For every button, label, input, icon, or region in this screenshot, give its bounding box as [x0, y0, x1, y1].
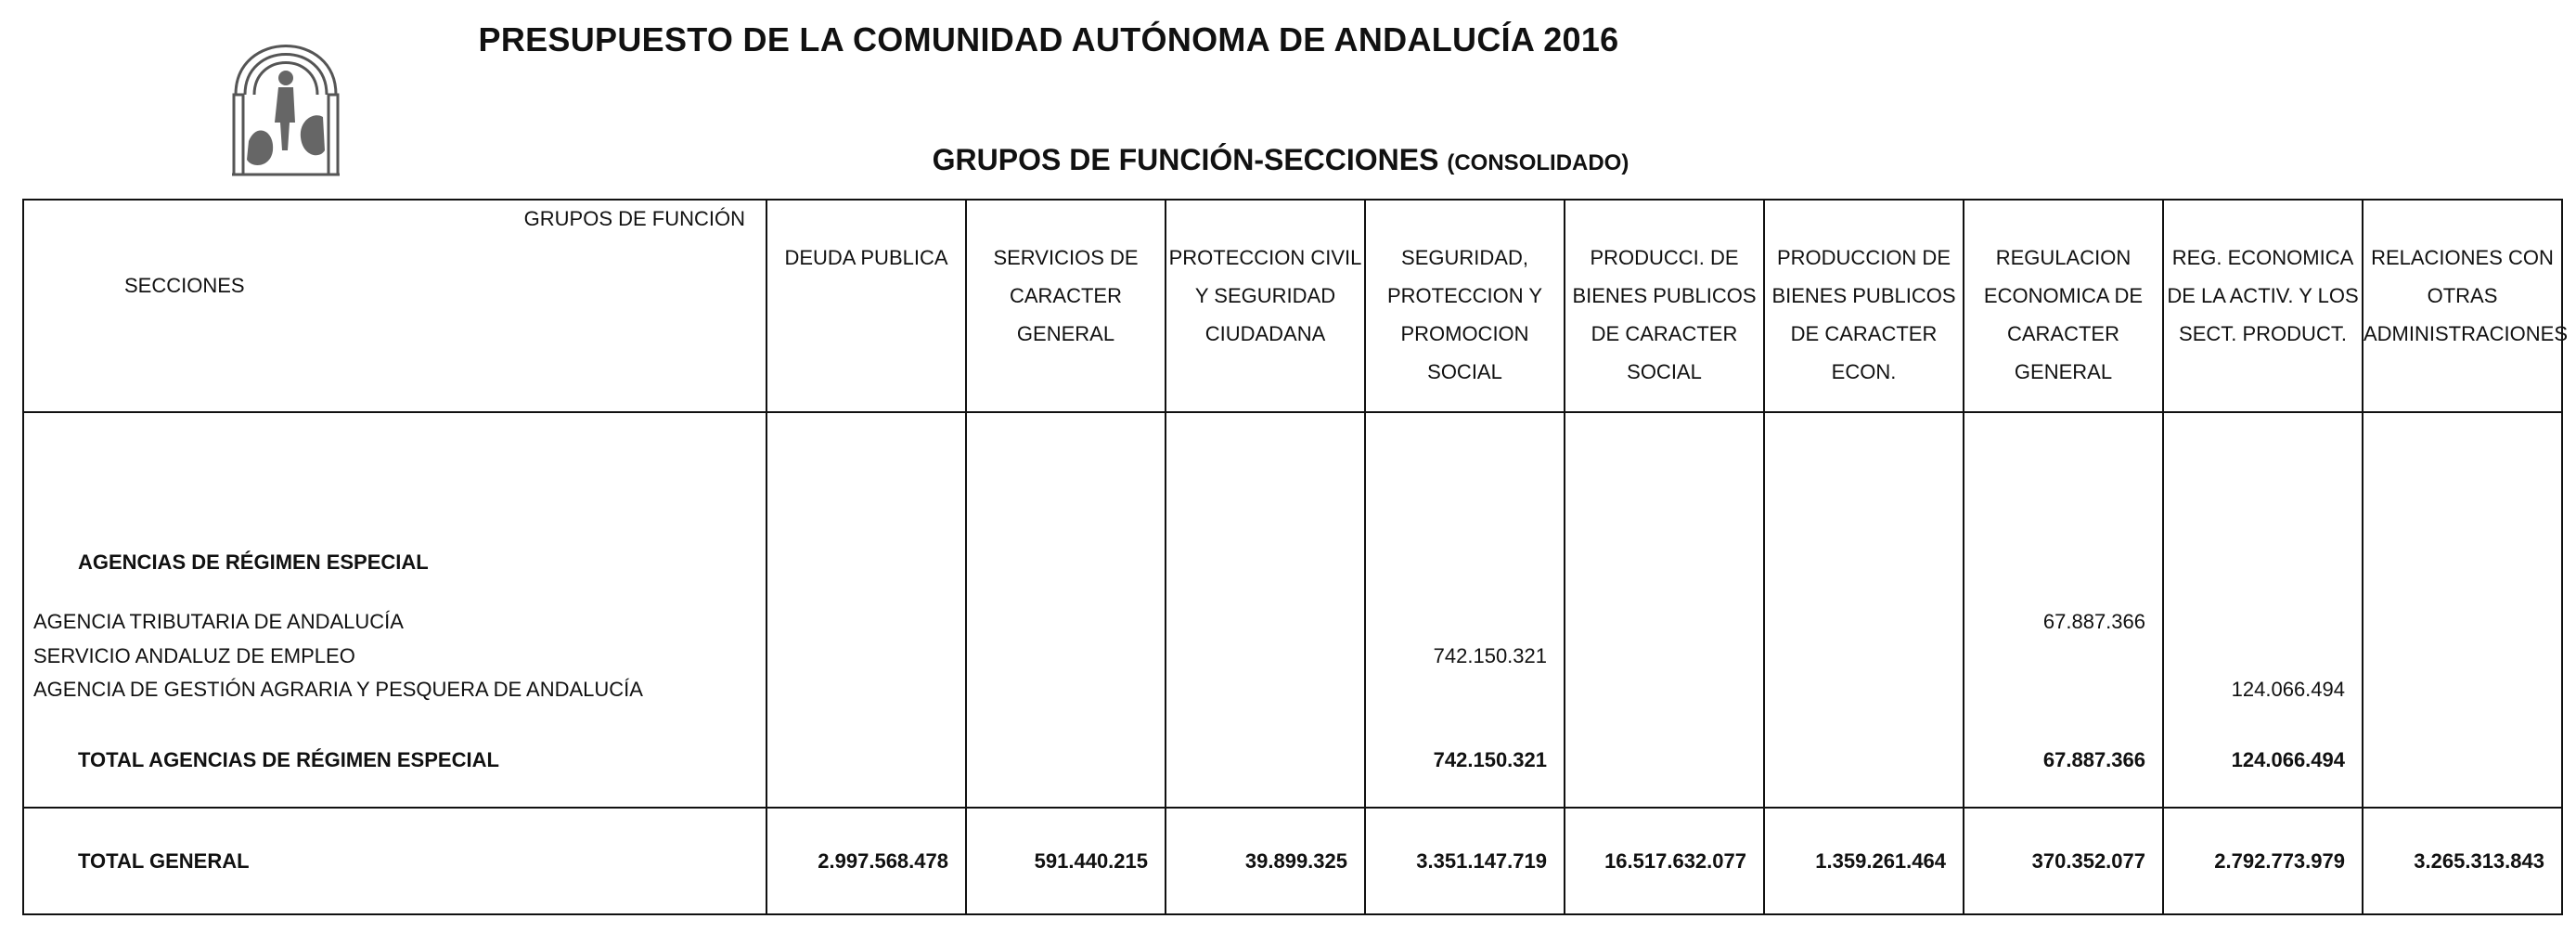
column-header-label: PRODUCCI. DE BIENES PUBLICOS DE CARACTER SOCIAL [1572, 246, 1757, 383]
column-header-label: REG. ECONOMICA DE LA ACTIV. Y LOS SECT. PRODUCT. [2167, 246, 2359, 345]
group-total-value: 124.066.494 [2231, 748, 2345, 771]
grand-total-value: 1.359.261.464 [1764, 808, 1964, 914]
value-column-cell [2363, 412, 2562, 808]
row-name: AGENCIA DE GESTIÓN AGRARIA Y PESQUERA DE ANDALUCÍA [33, 678, 643, 701]
column-header [1365, 200, 1565, 412]
value-column-cell [1964, 412, 2163, 808]
column-header [1166, 200, 1365, 412]
grand-total-value: 3.351.147.719 [1365, 808, 1565, 914]
group-total-value: 742.150.321 [1433, 748, 1547, 771]
value-cell: 124.066.494 [2231, 678, 2345, 701]
grand-total-value: 39.899.325 [1166, 808, 1365, 914]
column-header-label: SERVICIOS DE CARACTER GENERAL [993, 246, 1139, 345]
header-row [23, 200, 2562, 412]
grand-total-row [23, 808, 2562, 914]
column-header [766, 200, 966, 412]
subtitle-note: (CONSOLIDADO) [1447, 150, 1629, 175]
column-header-label: PROTECCION CIVIL Y SEGURIDAD CIUDADANA [1168, 246, 1362, 345]
document-title: PRESUPUESTO DE LA COMUNIDAD AUTÓNOMA DE ANDALUCÍA 2016 [478, 20, 1619, 58]
column-header [1964, 200, 2163, 412]
column-header-label: PRODUCCION DE BIENES PUBLICOS DE CARACTER ECON. [1771, 246, 1956, 383]
column-header [2363, 200, 2569, 412]
value-column-cell [1565, 412, 1764, 808]
grand-total-value: 2.792.773.979 [2163, 808, 2363, 914]
value-column-cell [1365, 412, 1565, 808]
column-header-label: SEGURIDAD, PROTECCION Y PROMOCION SOCIAL [1386, 246, 1543, 383]
column-header [1565, 200, 1764, 412]
column-header [966, 200, 1166, 412]
group-heading: AGENCIAS DE RÉGIMEN ESPECIAL [78, 550, 429, 574]
column-header [2163, 200, 2363, 412]
grand-total-value: 16.517.632.077 [1565, 808, 1764, 914]
budget-table [22, 199, 2569, 915]
grand-total-value: 591.440.215 [966, 808, 1166, 914]
grand-total-value: 2.997.568.478 [766, 808, 966, 914]
grand-total-value: 370.352.077 [1964, 808, 2163, 914]
column-header [1764, 200, 1964, 412]
column-header-label: RELACIONES CON OTRAS ADMINISTRACIONES [2363, 246, 2569, 345]
value-column-cell [1764, 412, 1964, 808]
value-column-cell [766, 412, 966, 808]
column-header-label: DEUDA PUBLICA [784, 246, 948, 269]
subtitle-main: GRUPOS DE FUNCIÓN-SECCIONES [932, 143, 1439, 176]
value-cell: 742.150.321 [1433, 644, 1547, 667]
section-names-cell [23, 412, 766, 808]
value-column-cell [2163, 412, 2363, 808]
row-name: AGENCIA TRIBUTARIA DE ANDALUCÍA [33, 610, 404, 633]
row-name: SERVICIO ANDALUZ DE EMPLEO [33, 644, 355, 667]
group-total-value: 67.887.366 [2042, 748, 2145, 771]
group-total-name: TOTAL AGENCIAS DE RÉGIMEN ESPECIAL [78, 748, 499, 771]
grand-total-value: 3.265.313.843 [2363, 808, 2562, 914]
value-cell: 67.887.366 [2042, 610, 2145, 633]
document-subtitle [0, 143, 2561, 177]
column-header-label: REGULACION ECONOMICA DE CARACTER GENERAL [1983, 246, 2144, 383]
agencies-section-row [23, 412, 2562, 808]
grupos-de-funcion-label: GRUPOS DE FUNCIÓN [523, 207, 745, 230]
grand-total-label: TOTAL GENERAL [23, 808, 766, 914]
secciones-label: SECCIONES [124, 274, 245, 297]
corner-header-cell [23, 200, 766, 412]
value-column-cell [1166, 412, 1365, 808]
value-column-cell [966, 412, 1166, 808]
